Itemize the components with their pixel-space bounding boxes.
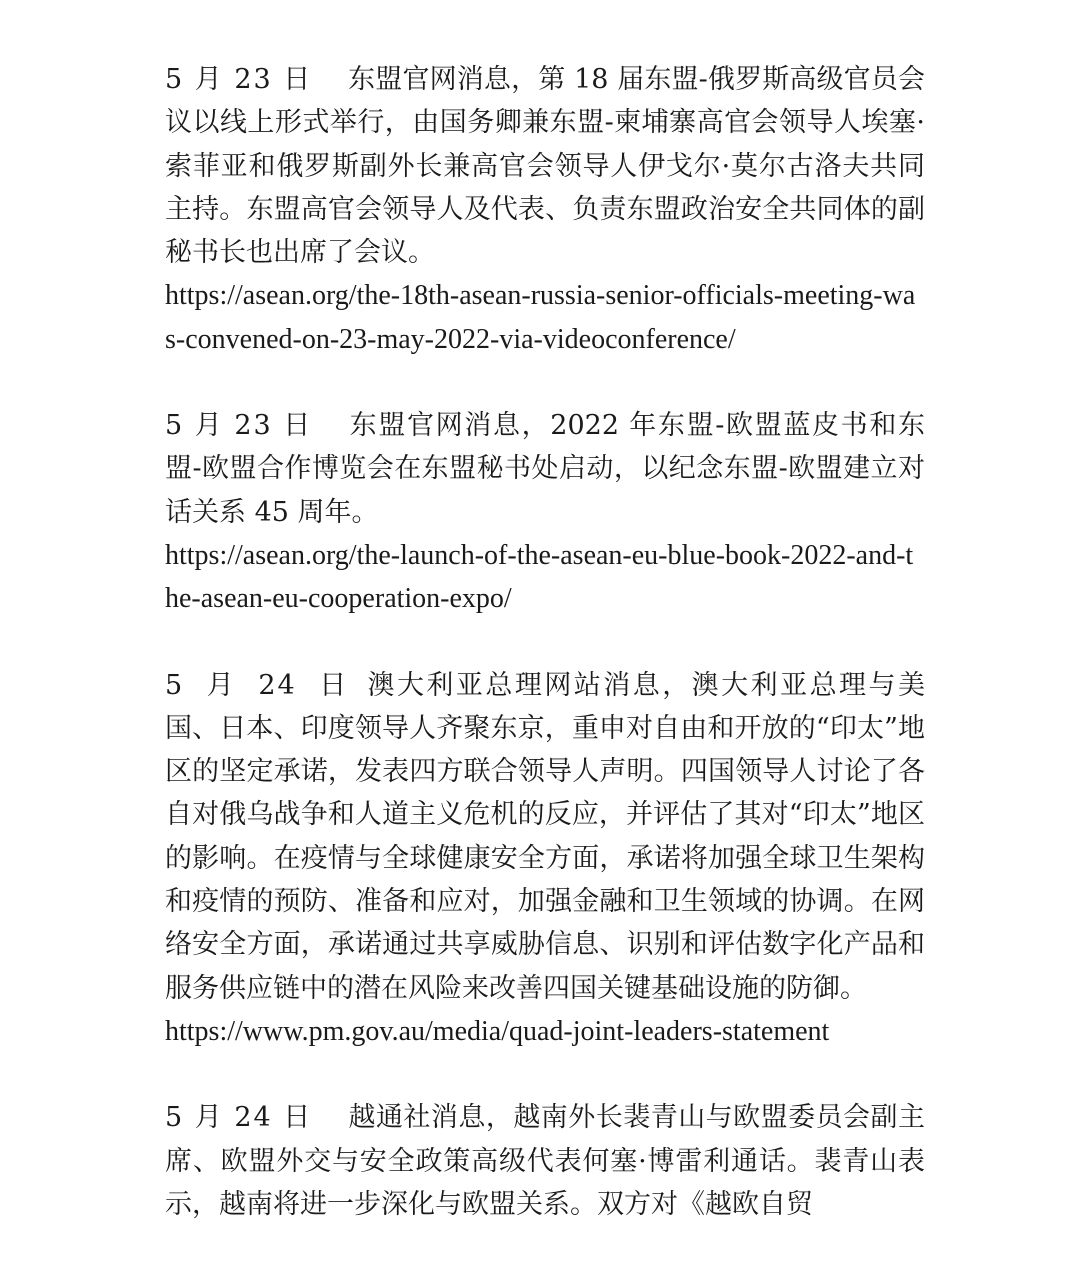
entry-text: 越通社消息，越南外长裴青山与欧盟委员会副主席、欧盟外交与安全政策高级代表何塞·博雷利通话。裴青山表示，越南将进一步深化与欧盟关系。双方对《越欧自贸 bbox=[165, 1102, 925, 1220]
entry-text: 澳大利亚总理网站消息，澳大利亚总理与美国、日本、印度领导人齐聚东京，重申对自由和开放的“印太”地区的坚定承诺，发表四方联合领导人声明。四国领导人讨论了各自对俄乌战争和人道主义危机的反应，并评估了其对“印太”地区的影响。在疫情与全球健康安全方面，承诺将加强全球卫生架构和疫情的预防、准备和应对，加强金融和卫生领域的协调。在网络安全方面，承诺通过共享威胁信息、识别和评估数字化产品和服务供应链中的潜在风险来改善四国关键基础设施的防御。 bbox=[165, 669, 925, 1004]
entry-link[interactable]: https://asean.org/the-18th-asean-russia-senior-officials-meeting-was-convened-on-23-may-2022-via-videoconference/ bbox=[165, 280, 916, 355]
news-entry bbox=[165, 1096, 925, 1226]
news-entry bbox=[165, 404, 925, 620]
entry-text: 东盟官网消息，第 18 届东盟-俄罗斯高级官员会议以线上形式举行，由国务卿兼东盟-柬埔寨高官会领导人埃塞·索菲亚和俄罗斯副外长兼高官会领导人伊戈尔·莫尔古洛夫共同主持。东盟高官会领导人及代表、负责东盟政治安全共同体的副秘书长也出席了会议。 bbox=[165, 64, 925, 269]
news-entry bbox=[165, 664, 925, 1054]
entry-link[interactable]: https://asean.org/the-launch-of-the-asean-eu-blue-book-2022-and-the-asean-eu-cooperation-expo/ bbox=[165, 539, 914, 615]
news-entry bbox=[165, 58, 925, 361]
entry-date: 5 月 24 日 bbox=[165, 669, 349, 701]
entry-text: 东盟官网消息，2022 年东盟-欧盟蓝皮书和东盟-欧盟合作博览会在东盟秘书处启动，以纪念东盟-欧盟建立对话关系 45 周年。 bbox=[165, 410, 925, 528]
entry-date: 5 月 23 日 bbox=[165, 410, 313, 442]
news-column bbox=[165, 58, 925, 1269]
entry-body bbox=[165, 404, 925, 534]
entry-body bbox=[165, 664, 925, 1010]
entry-body bbox=[165, 58, 925, 274]
entry-date: 5 月 23 日 bbox=[165, 64, 313, 95]
entry-link[interactable]: https://www.pm.gov.au/media/quad-joint-leaders-statement bbox=[165, 1015, 830, 1047]
entry-date: 5 月 24 日 bbox=[165, 1102, 313, 1134]
entry-body bbox=[165, 1096, 925, 1226]
